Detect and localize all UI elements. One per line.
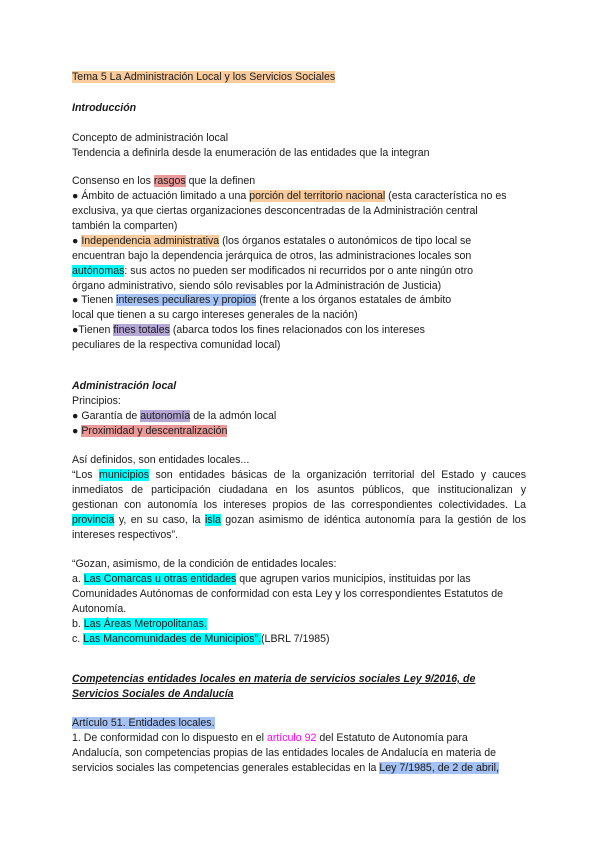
admin-heading: Administración local — [72, 380, 177, 392]
article-para-line3: servicios sociales las competencias generales establecidas en la Ley 7/1985, de 2 de abril, — [72, 762, 499, 774]
bullet-independence-line2: encuentran bajo la dependencia jerárquica de otros, las administraciones locales son — [72, 250, 472, 262]
quote-line2: inmediatos de participación ciudadana en los asuntos públicos, que institucionalizan y — [72, 484, 526, 496]
item-comarcas-line3: Autonomía. — [72, 603, 127, 615]
highlight-autonomia: autonomía — [140, 410, 191, 422]
highlight-rasgos: rasgos — [153, 175, 186, 187]
highlight-proximity: Proximidad y descentralización — [81, 425, 228, 437]
concept-line: Concepto de administración local — [72, 132, 229, 144]
highlight-ley-7-1985: Ley 7/1985, de 2 de abril, — [379, 762, 499, 774]
bullet-territory-line3: también la comparten) — [72, 220, 178, 232]
highlight-autonomas: autónomas — [72, 265, 125, 277]
item-mancomunidades: c. Las Mancomunidades de Municipios”.(LBRL 7/1985) — [72, 633, 330, 645]
article-para-line1: 1. De conformidad con lo dispuesto en el artículo 92 del Estatuto de Autonomía para — [72, 732, 468, 744]
highlight-isla: isla — [204, 514, 221, 526]
highlight-ends: fines totales — [113, 324, 170, 336]
consensus-line: Consenso en los rasgos que la definen — [72, 175, 256, 187]
highlight-mancomunidades: Las Mancomunidades de Municipios”. — [83, 633, 262, 645]
highlight-independence: Independencia administrativa — [81, 235, 220, 247]
highlight-territory: porción del territorio nacional — [249, 190, 386, 202]
principle-autonomy: ● Garantía de autonomía de la admón local — [72, 410, 277, 422]
principle-proximity: ● Proximidad y descentralización — [72, 425, 228, 437]
highlight-comarcas: Las Comarcas u otras entidades — [83, 573, 237, 585]
principles-label: Principios: — [72, 395, 121, 407]
bullet-independence-line3: autónomas: sus actos no pueden ser modificados ni recurridos por o ante ningún otro — [72, 265, 474, 277]
highlight-areas: Las Áreas Metropolitanas. — [83, 618, 207, 630]
quote-entities: “Gozan, asimismo, de la condición de entidades locales: — [72, 558, 337, 570]
article-para-line2: Andalucía, son competencias propias de las entidades locales de Andalucía en materia de — [72, 747, 497, 759]
item-comarcas-line2: Comunidades Autónomas de conformidad con esta Ley y los correspondientes Estatutos de — [72, 588, 504, 600]
defined-line: Así definidos, son entidades locales... — [72, 454, 250, 466]
document-title: Tema 5 La Administración Local y los Servicios Sociales — [72, 71, 336, 83]
bullet-territory-line2: exclusiva, ya que ciertas organizaciones desconcentradas de la Administración central — [72, 205, 478, 217]
bullet-territory: ● Ámbito de actuación limitado a una porción del territorio nacional (esta característica no es — [72, 190, 507, 202]
highlight-municipios: municipios — [99, 469, 150, 481]
quote-line5: intereses respectivos”. — [72, 529, 178, 541]
item-comarcas: a. Las Comarcas u otras entidades que agrupen varios municipios, instituidas por las — [72, 573, 471, 585]
competencias-heading-line2: Servicios Sociales de Andalucía — [72, 688, 234, 700]
bullet-independence-line4: órgano administrativo, siendo sólo revisables por la Administración de Justicia) — [72, 280, 442, 292]
bullet-interests: ● Tienen intereses peculiares y propios (frente a los órganos estatales de ámbito — [72, 294, 452, 306]
intro-heading: Introducción — [72, 102, 137, 114]
bullet-interests-line2: local que tienen a su cargo intereses generales de la nación) — [72, 309, 358, 321]
quote-municipios: “Los municipios son entidades básicas de la organización territorial del Estado y cauces — [72, 469, 527, 481]
quote-line3: gestionan con autonomía los intereses propios de las correspondientes colectividades. La — [72, 499, 526, 511]
article-92-reference: artículo 92 — [266, 732, 317, 744]
article-51-heading: Artículo 51. Entidades locales. — [72, 717, 215, 729]
bullet-independence: ● Independencia administrativa (los órganos estatales o autonómicos de tipo local se — [72, 235, 472, 247]
highlight-interests: intereses peculiares y propios — [116, 294, 257, 306]
competencias-heading-line1: Competencias entidades locales en materia de servicios sociales Ley 9/2016, de — [72, 673, 476, 685]
highlight-provincia: provincia — [72, 514, 115, 526]
tendency-line: Tendencia a definirla desde la enumeración de las entidades que la integran — [72, 147, 430, 159]
bullet-ends: ●Tienen fines totales (abarca todos los fines relacionados con los intereses — [72, 324, 425, 336]
quote-line4: provincia y, en su caso, la isla gozan asimismo de idéntica autonomía para la gestión de los — [72, 514, 526, 526]
item-areas: b. Las Áreas Metropolitanas. — [72, 618, 207, 630]
bullet-ends-line2: peculiares de la respectiva comunidad local) — [72, 339, 281, 351]
